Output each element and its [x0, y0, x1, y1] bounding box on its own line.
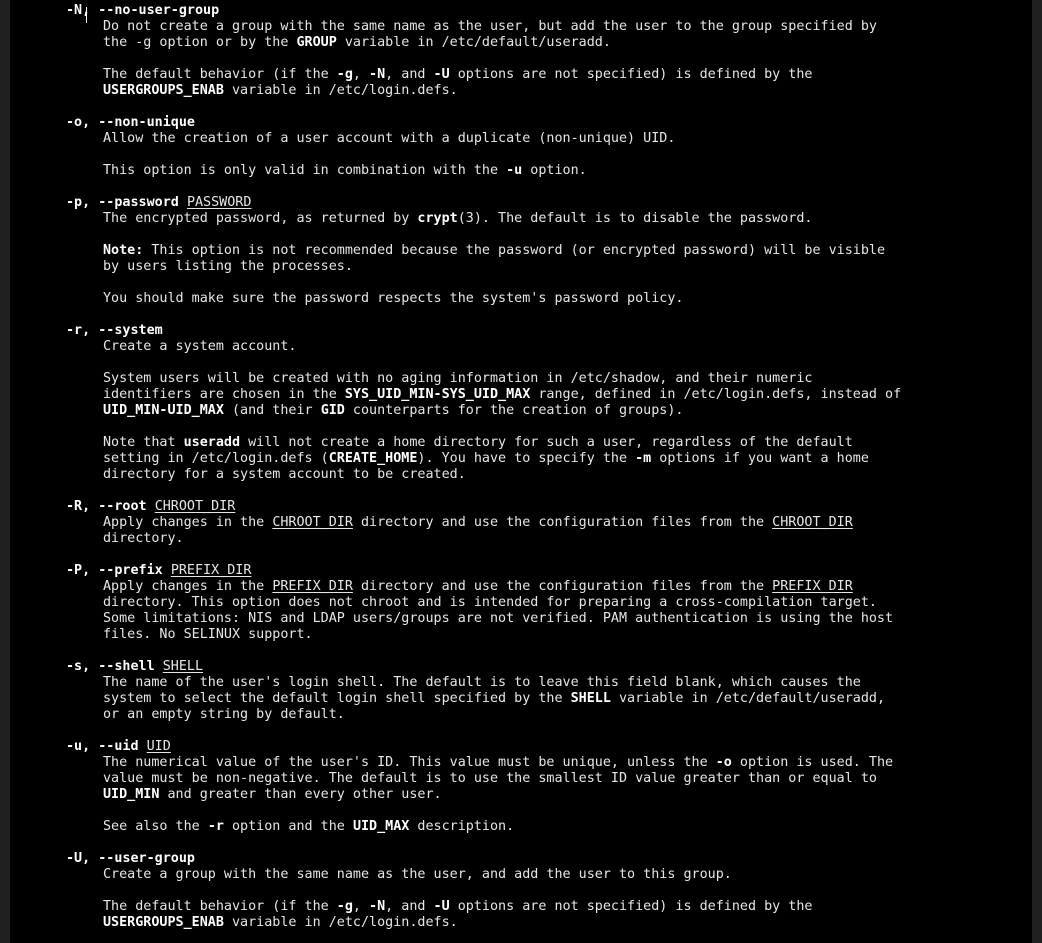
text-run: the -g option or by the: [103, 35, 297, 50]
emphasis-text: -g: [336, 899, 353, 914]
text-run: by users listing the processes.: [103, 259, 353, 274]
argument-placeholder: CHROOT_DIR: [772, 515, 853, 530]
blank-line: [10, 835, 1032, 851]
description-line: [10, 403, 1032, 419]
description-line: [10, 163, 1032, 179]
text-run: value must be non-negative. The default is to use the smallest ID value greater than or equal to: [103, 771, 877, 786]
option-uid: [10, 739, 1032, 851]
description-line: [10, 531, 1032, 547]
option-heading: [10, 659, 1032, 675]
emphasis-text: -U: [433, 899, 450, 914]
emphasis-text: Note:: [103, 243, 144, 258]
blank-line: [10, 227, 1032, 243]
description-line: [10, 787, 1032, 803]
argument-placeholder: PREFIX_DIR: [772, 579, 853, 594]
emphasis-text: USERGROUPS_ENAB: [103, 83, 224, 98]
argument-placeholder: PREFIX_DIR: [272, 579, 353, 594]
emphasis-text: UID_MAX: [352, 819, 410, 834]
argument-placeholder: UID: [146, 739, 171, 754]
emphasis-text: -U: [433, 67, 450, 82]
emphasis-text: useradd: [183, 435, 241, 450]
argument-placeholder: PREFIX_DIR: [170, 563, 252, 578]
description-line: [10, 35, 1032, 51]
text-run: Create a group with the same name as the user, and add the user to this group.: [103, 867, 732, 882]
emphasis-text: USERGROUPS_ENAB: [103, 915, 224, 930]
emphasis-text: -p, --password: [66, 195, 179, 210]
text-run: , and: [385, 899, 434, 914]
text-cursor: [86, 7, 95, 23]
emphasis-text: SYS_UID_MIN-SYS_UID_MAX: [344, 387, 531, 402]
text-run: System users will be created with no aging information in /etc/shadow, and their numeric: [103, 371, 813, 386]
blank-line: [10, 147, 1032, 163]
text-run: Apply changes in the: [103, 579, 273, 594]
text-run: directory. This option does not chroot and is intended for preparing a cross-compilation target.: [103, 595, 877, 610]
emphasis-text: -s, --shell: [66, 659, 155, 674]
text-run: [139, 739, 147, 754]
text-run: variable in /etc/default/useradd.: [336, 35, 611, 50]
text-run: option is used. The: [731, 755, 894, 770]
emphasis-text: -g: [336, 67, 353, 82]
text-run: The numerical value of the user's ID. This value must be unique, unless the: [103, 755, 716, 770]
emphasis-text: -u, --uid: [66, 739, 139, 754]
argument-placeholder: PASSWORD: [186, 195, 252, 210]
option-user-group: [10, 851, 1032, 931]
description-line: [10, 451, 1032, 467]
text-run: (3). The default is to disable the password.: [457, 211, 813, 226]
text-run: options are not specified) is defined by the: [449, 899, 813, 914]
blank-line: [10, 643, 1032, 659]
description-line: [10, 387, 1032, 403]
emphasis-text: -N: [369, 899, 386, 914]
description-line: [10, 19, 1032, 35]
emphasis-text: -o: [715, 755, 732, 770]
description-line: [10, 467, 1032, 483]
blank-line: [10, 547, 1032, 563]
option-heading: [10, 499, 1032, 515]
text-run: system to select the default login shell specified by the: [103, 691, 571, 706]
text-run: variable in /etc/default/useradd,: [610, 691, 886, 706]
blank-line: [10, 803, 1032, 819]
option-heading: [10, 563, 1032, 579]
text-run: and greater than every other user.: [159, 787, 442, 802]
option-heading: [10, 323, 1032, 339]
description-line: [10, 595, 1032, 611]
text-run: will not create a home directory for such a user, regardless of the default: [240, 435, 853, 450]
description-line: [10, 371, 1032, 387]
blank-line: [10, 483, 1032, 499]
blank-line: [10, 179, 1032, 195]
option-password: [10, 195, 1032, 323]
blank-line: [10, 723, 1032, 739]
text-run: See also the: [103, 819, 208, 834]
description-line: [10, 83, 1032, 99]
text-run: The name of the user's login shell. The default is to leave this field blank, which causes the: [103, 675, 861, 690]
description-line: [10, 243, 1032, 259]
emphasis-text: -m: [635, 451, 652, 466]
emphasis-text: -r, --system: [66, 323, 163, 338]
argument-placeholder: CHROOT_DIR: [154, 499, 236, 514]
option-root: [10, 499, 1032, 563]
emphasis-text: SHELL: [570, 691, 611, 706]
description-line: [10, 435, 1032, 451]
text-run: The encrypted password, as returned by: [103, 211, 418, 226]
text-run: Apply changes in the: [103, 515, 273, 530]
text-run: Allow the creation of a user account with a duplicate (non-unique) UID.: [103, 131, 676, 146]
option-heading: [10, 739, 1032, 755]
description-line: [10, 707, 1032, 723]
description-line: [10, 691, 1032, 707]
text-run: The default behavior (if the: [103, 67, 337, 82]
text-run: options are not specified) is defined by the: [449, 67, 813, 82]
description-line: [10, 675, 1032, 691]
text-run: range, defined in /etc/login.defs, instead of: [530, 387, 902, 402]
text-run: identifiers are chosen in the: [103, 387, 345, 402]
text-run: Note that: [103, 435, 184, 450]
text-run: The default behavior (if the: [103, 899, 337, 914]
description-line: [10, 339, 1032, 355]
text-run: Some limitations: NIS and LDAP users/groups are not verified. PAM authentication is using the host: [103, 611, 894, 626]
option-heading: [10, 851, 1032, 867]
emphasis-text: UID_MIN: [103, 787, 160, 802]
text-run: directory for a system account to be created.: [103, 467, 466, 482]
description-line: [10, 819, 1032, 835]
text-run: This option is only valid in combination with the: [103, 163, 507, 178]
option-heading: [10, 3, 1032, 19]
emphasis-text: -N, --no-user-group: [66, 3, 220, 18]
description-line: [10, 899, 1032, 915]
text-run: [147, 499, 155, 514]
text-run: directory and use the configuration files from the: [352, 579, 773, 594]
blank-line: [10, 99, 1032, 115]
text-run: setting in /etc/login.defs (: [103, 451, 329, 466]
argument-placeholder: CHROOT_DIR: [272, 515, 353, 530]
option-shell: [10, 659, 1032, 739]
blank-line: [10, 883, 1032, 899]
description-line: [10, 211, 1032, 227]
text-run: , and: [385, 67, 434, 82]
blank-line: [10, 355, 1032, 371]
description-line: [10, 867, 1032, 883]
text-run: ,: [352, 899, 370, 914]
description-line: [10, 259, 1032, 275]
text-run: option and the: [223, 819, 353, 834]
emphasis-text: GID: [320, 403, 345, 418]
text-run: variable in /etc/login.defs.: [223, 915, 458, 930]
blank-line: [10, 51, 1032, 67]
description-line: [10, 771, 1032, 787]
emphasis-text: -r: [207, 819, 224, 834]
description-line: [10, 291, 1032, 307]
text-run: description.: [409, 819, 515, 834]
description-line: [10, 515, 1032, 531]
description-line: [10, 579, 1032, 595]
description-line: [10, 627, 1032, 643]
text-run: This option is not recommended because the password (or encrypted password) will be visible: [143, 243, 886, 258]
blank-line: [10, 275, 1032, 291]
emphasis-text: -u: [506, 163, 523, 178]
text-run: variable in /etc/login.defs.: [223, 83, 458, 98]
emphasis-text: -R, --root: [66, 499, 147, 514]
text-run: options if you want a home: [651, 451, 869, 466]
text-run: [163, 563, 171, 578]
text-run: You should make sure the password respects the system's password policy.: [103, 291, 684, 306]
text-run: files. No SELINUX support.: [103, 627, 313, 642]
description-line: [10, 755, 1032, 771]
option-heading: [10, 115, 1032, 131]
option-non-unique: [10, 115, 1032, 195]
emphasis-text: crypt: [417, 211, 458, 226]
option-no-user-group: [10, 3, 1032, 115]
emphasis-text: -U, --user-group: [66, 851, 195, 866]
description-line: [10, 915, 1032, 931]
argument-placeholder: SHELL: [162, 659, 204, 674]
text-run: directory.: [103, 531, 184, 546]
emphasis-text: GROUP: [296, 35, 337, 50]
blank-line: [10, 307, 1032, 323]
description-line: [10, 131, 1032, 147]
text-run: or an empty string by default.: [103, 707, 345, 722]
text-run: ). You have to specify the: [417, 451, 636, 466]
emphasis-text: -N: [369, 67, 386, 82]
text-run: counterparts for the creation of groups).: [344, 403, 684, 418]
text-run: [155, 659, 163, 674]
text-run: (and their: [223, 403, 321, 418]
option-prefix: [10, 563, 1032, 659]
terminal-window[interactable]: [10, 0, 1032, 943]
emphasis-text: UID_MIN-UID_MAX: [103, 403, 224, 418]
text-run: [179, 195, 187, 210]
emphasis-text: -P, --prefix: [66, 563, 163, 578]
text-run: Do not create a group with the same name as the user, but add the user to the group specified by: [103, 19, 877, 34]
option-system: [10, 323, 1032, 499]
text-run: Create a system account.: [103, 339, 297, 354]
text-run: ,: [352, 67, 370, 82]
description-line: [10, 611, 1032, 627]
description-line: [10, 67, 1032, 83]
text-run: option.: [522, 163, 587, 178]
manpage-text: [10, 3, 1032, 931]
emphasis-text: CREATE_HOME: [328, 451, 418, 466]
blank-line: [10, 419, 1032, 435]
text-run: directory and use the configuration files from the: [352, 515, 773, 530]
option-heading: [10, 195, 1032, 211]
emphasis-text: -o, --non-unique: [66, 115, 195, 130]
